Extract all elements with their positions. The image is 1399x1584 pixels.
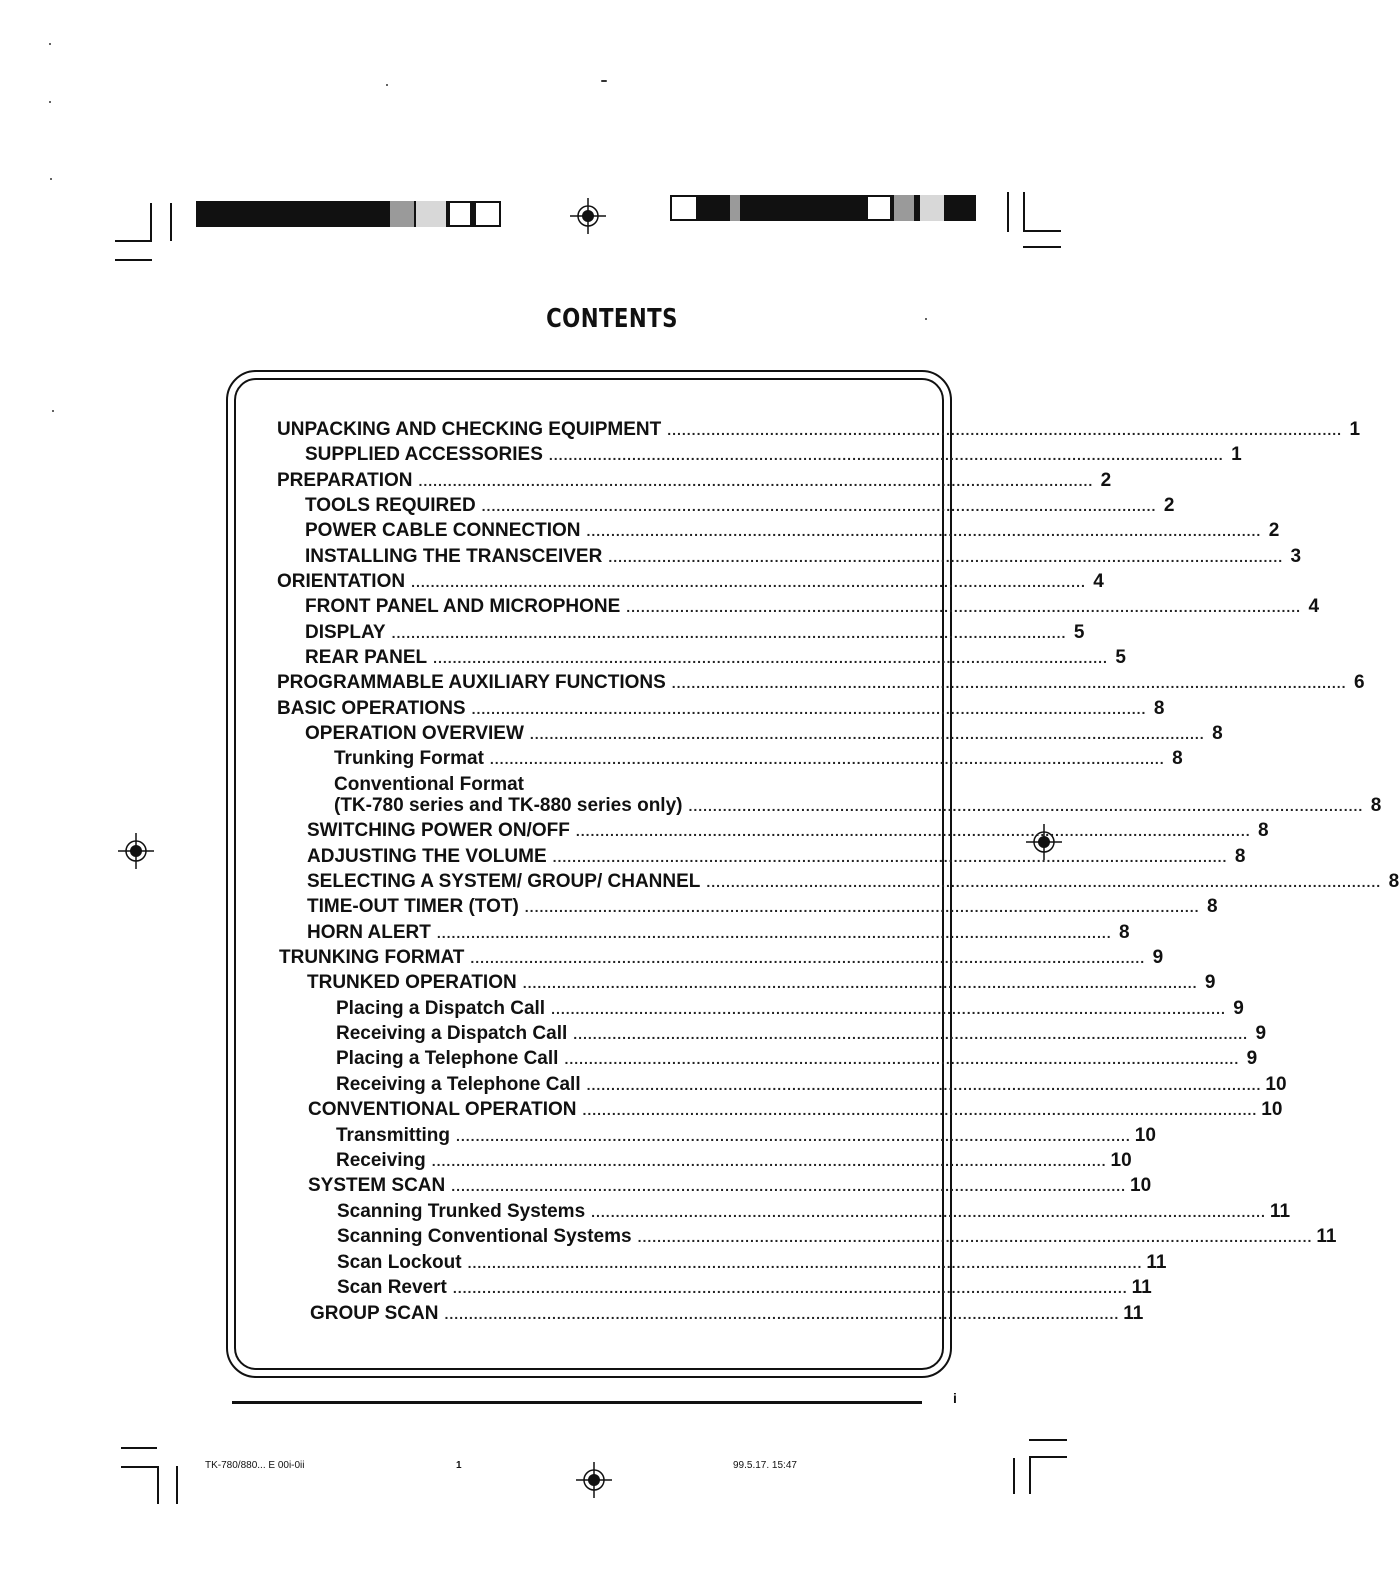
toc-leader: .......................................................................................................................................... [626, 599, 1302, 615]
crop-mark-bottom-left-h [121, 1447, 157, 1449]
toc-leader: .......................................................................................................................................... [671, 675, 1347, 691]
page-number: i [953, 1390, 957, 1406]
toc-entry[interactable]: PREPARATION .......................................................................................................................................... 2 [277, 470, 1112, 491]
toc-leader: .......................................................................................................................................... [433, 650, 1108, 666]
toc-leader: .......................................................................................................................................... [452, 1280, 1128, 1296]
toc-leader: .......................................................................................................................................... [706, 874, 1382, 890]
toc-leader: .......................................................................................................................................... [481, 498, 1157, 514]
toc-entry[interactable]: Scanning Trunked Systems .......................................................................................................................................... 11 [337, 1201, 1291, 1222]
bottom-rule [232, 1401, 922, 1404]
toc-entry[interactable]: CONVENTIONAL OPERATION .......................................................................................................................................... 10 [308, 1099, 1283, 1120]
toc-entry[interactable]: BASIC OPERATIONS .......................................................................................................................................... 8 [277, 698, 1165, 719]
toc-entry[interactable]: Placing a Dispatch Call .......................................................................................................................................... 9 [336, 998, 1244, 1019]
toc-leader: .......................................................................................................................................... [418, 473, 1094, 489]
toc-leader: .......................................................................................................................................... [551, 1001, 1226, 1017]
toc-entry-label: Conventional Format [334, 774, 525, 795]
toc-leader: .......................................................................................................................................... [456, 1128, 1131, 1144]
toc-leader: .......................................................................................................................................... [451, 1178, 1127, 1194]
footer-timestamp: 99.5.17. 15:47 [733, 1460, 797, 1471]
toc-leader: .......................................................................................................................................... [552, 849, 1228, 865]
toc-entry[interactable]: Scan Revert .......................................................................................................................................... 11 [337, 1277, 1152, 1298]
toc-entry[interactable]: GROUP SCAN .......................................................................................................................................... 11 [310, 1303, 1144, 1324]
crop-mark-bottom-right-v2 [1029, 1458, 1031, 1494]
toc-leader: .......................................................................................................................................... [489, 751, 1165, 767]
toc-leader: .......................................................................................................................................... [548, 447, 1224, 463]
footer-sheet-number: 1 [456, 1460, 462, 1471]
crop-mark-bottom-left-h2 [121, 1466, 157, 1468]
toc-leader: .......................................................................................................................................... [470, 950, 1146, 966]
toc-entry[interactable]: DISPLAY .......................................................................................................................................... 5 [305, 622, 1085, 643]
toc-entry[interactable]: UNPACKING AND CHECKING EQUIPMENT .......................................................................................................................................... 1 [277, 419, 1361, 440]
toc-entry[interactable]: Receiving .......................................................................................................................................... 10 [336, 1150, 1132, 1171]
toc-leader: .......................................................................................................................................... [582, 1102, 1258, 1118]
crop-mark-bottom-left-v2 [176, 1466, 178, 1504]
footer-file-label: TK-780/880... E 00i-0ii [205, 1460, 305, 1471]
toc-leader: .......................................................................................................................................... [573, 1026, 1249, 1042]
toc-leader: .......................................................................................................................................... [575, 823, 1251, 839]
crop-mark-bottom-right-v [1013, 1458, 1015, 1494]
toc-entry[interactable]: HORN ALERT .......................................................................................................................................... 8 [307, 922, 1130, 943]
toc-entry[interactable]: SELECTING A SYSTEM/ GROUP/ CHANNEL .......................................................................................................................................... 8 [307, 871, 1399, 892]
toc-entry[interactable]: TOOLS REQUIRED .......................................................................................................................................... 2 [305, 495, 1175, 516]
toc-leader: .......................................................................................................................................... [667, 422, 1343, 438]
scan-speck [925, 318, 927, 320]
toc-entry[interactable]: Trunking Format .......................................................................................................................................... 8 [334, 748, 1183, 769]
crop-mark-bottom-right-h [1029, 1456, 1067, 1458]
toc-leader: .......................................................................................................................................... [471, 701, 1147, 717]
toc-entry[interactable]: REAR PANEL .......................................................................................................................................... 5 [305, 647, 1126, 668]
toc-leader: .......................................................................................................................................... [522, 975, 1198, 991]
toc-leader: .......................................................................................................................................... [586, 523, 1262, 539]
toc-leader: .......................................................................................................................................... [564, 1051, 1240, 1067]
scan-speck [50, 178, 52, 180]
toc-entry[interactable]: (TK-780 series and TK-880 series only) .......................................................................................................................................... 8 [334, 795, 1382, 816]
toc-leader: .......................................................................................................................................... [688, 798, 1364, 814]
toc-entry[interactable]: TRUNKING FORMAT .......................................................................................................................................... 9 [279, 947, 1164, 968]
scan-speck [386, 84, 388, 86]
toc-entry[interactable]: SWITCHING POWER ON/OFF .......................................................................................................................................... 8 [307, 820, 1269, 841]
scan-speck [49, 101, 51, 103]
toc-leader: .......................................................................................................................................... [444, 1306, 1120, 1322]
toc-leader: .......................................................................................................................................... [391, 625, 1067, 641]
toc-entry[interactable]: Receiving a Dispatch Call .......................................................................................................................................... 9 [336, 1023, 1267, 1044]
toc-entry[interactable]: SYSTEM SCAN .......................................................................................................................................... 10 [308, 1175, 1152, 1196]
scan-speck [52, 410, 54, 412]
toc-entry[interactable]: Scanning Conventional Systems .......................................................................................................................................... 11 [337, 1226, 1337, 1247]
toc-entry[interactable]: ORIENTATION .......................................................................................................................................... 4 [277, 571, 1104, 592]
toc-leader: .......................................................................................................................................... [529, 726, 1205, 742]
page-title: CONTENTS [546, 304, 678, 334]
toc-entry[interactable]: TIME-OUT TIMER (TOT) .......................................................................................................................................... 8 [307, 896, 1218, 917]
toc-entry[interactable]: Transmitting .......................................................................................................................................... 10 [336, 1125, 1156, 1146]
toc-entry[interactable]: FRONT PANEL AND MICROPHONE .......................................................................................................................................... 4 [305, 596, 1320, 617]
toc-leader: .......................................................................................................................................... [411, 574, 1086, 590]
toc-entry[interactable]: ADJUSTING THE VOLUME .......................................................................................................................................... 8 [307, 846, 1246, 867]
toc-entry[interactable]: Placing a Telephone Call .......................................................................................................................................... 9 [336, 1048, 1258, 1069]
crop-mark-bottom-right-h2 [1029, 1439, 1067, 1441]
toc-leader: .......................................................................................................................................... [436, 925, 1112, 941]
scan-speck [601, 80, 607, 82]
toc-entry[interactable]: OPERATION OVERVIEW .......................................................................................................................................... 8 [305, 723, 1223, 744]
toc-leader: .......................................................................................................................................... [431, 1153, 1107, 1169]
toc-entry[interactable]: SUPPLIED ACCESSORIES .......................................................................................................................................... 1 [305, 444, 1242, 465]
toc-entry[interactable]: Receiving a Telephone Call .......................................................................................................................................... 10 [336, 1074, 1287, 1095]
toc-leader: .......................................................................................................................................... [524, 899, 1200, 915]
toc-leader: .......................................................................................................................................... [586, 1077, 1262, 1093]
toc-entry[interactable]: Scan Lockout .......................................................................................................................................... 11 [337, 1252, 1167, 1273]
toc-entry[interactable]: POWER CABLE CONNECTION .......................................................................................................................................... 2 [305, 520, 1280, 541]
scan-speck [49, 43, 51, 45]
toc-entry[interactable]: TRUNKED OPERATION .......................................................................................................................................... 9 [307, 972, 1216, 993]
toc-entry[interactable]: PROGRAMMABLE AUXILIARY FUNCTIONS .......................................................................................................................................... 6 [277, 672, 1365, 693]
toc-leader: .......................................................................................................................................... [591, 1204, 1266, 1220]
toc-entry[interactable]: INSTALLING THE TRANSCEIVER .......................................................................................................................................... 3 [305, 546, 1302, 567]
toc-leader: .......................................................................................................................................... [467, 1255, 1143, 1271]
toc-leader: .......................................................................................................................................... [637, 1229, 1313, 1245]
toc-leader: .......................................................................................................................................... [608, 549, 1284, 565]
crop-mark-bottom-left-v [157, 1466, 159, 1504]
